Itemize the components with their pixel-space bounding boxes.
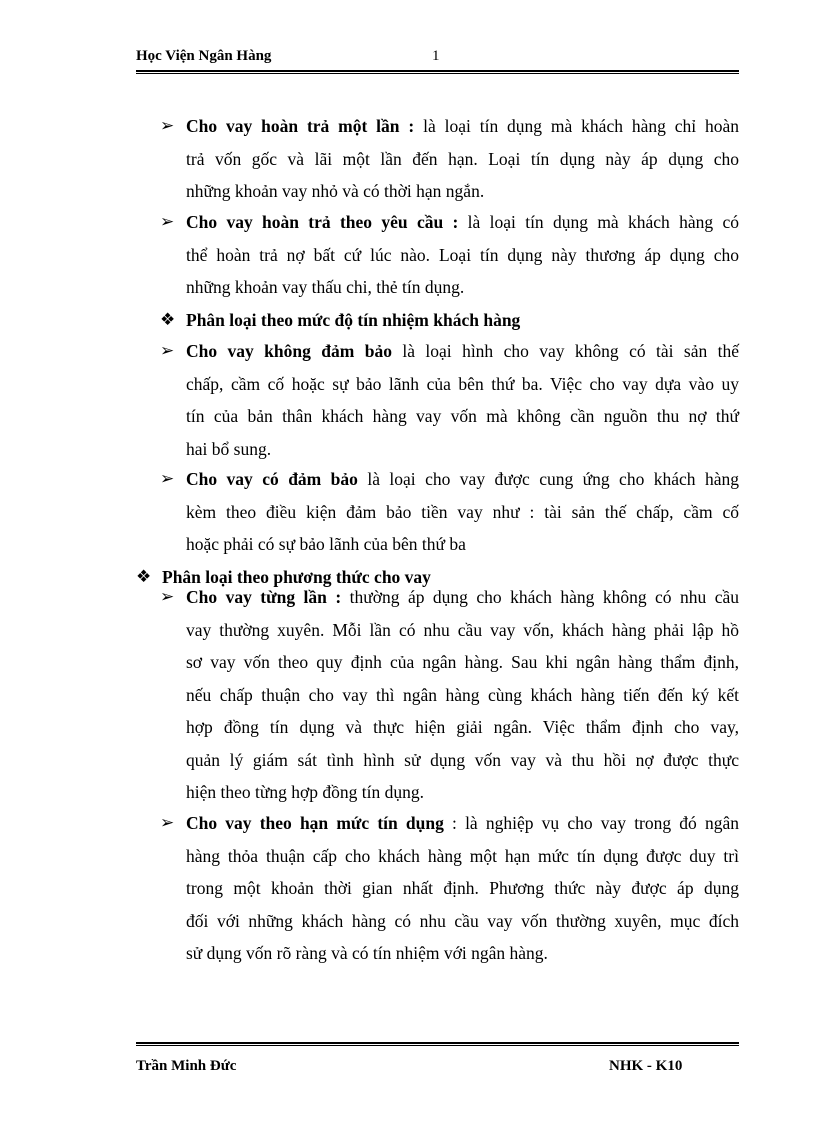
item-term: Cho vay có đảm bảo (186, 469, 358, 489)
footer-author: Trần Minh Đức (136, 1058, 237, 1074)
header-title: Học Viện Ngân Hàng (136, 48, 272, 64)
list-item: Cho vay từng lần : thường áp dụng cho khách hàng không có nhu cầu vay thường xuyên. Mỗi lần có nhu cầu vay vốn, khách hàng phải lập hồ sơ vay vốn theo quy định của ngân hàng. Sau khi ngân hàng thẩm định, nếu chấp thuận cho vay thì ngân hàng cùng khách hàng tiến đến ký kết hợp đồng tín dụng và thực hiện giải ngân. Việc thẩm định cho vay, quản lý giám sát tình hình sử dụng vốn vay và thu hồi nợ được thực hiện theo từng hợp đồng tín dụng. (186, 587, 739, 802)
section-heading: Phân loại theo phương thức cho vay (162, 567, 431, 587)
item-term: Cho vay từng lần : (186, 587, 342, 607)
item-term: Cho vay hoàn trả một lần : (186, 116, 415, 136)
page-number: 1 (432, 48, 440, 64)
page-footer (136, 1058, 739, 1078)
header-divider (136, 70, 739, 74)
item-term: Cho vay hoàn trả theo yêu cầu : (186, 212, 459, 232)
list-item: Cho vay không đảm bảo là loại hình cho vay không có tài sản thế chấp, cầm cố hoặc sự bảo lãnh của bên thứ ba. Việc cho vay dựa vào uy tín của bản thân khách hàng vay vốn mà không cần nguồn thu nợ thứ hai bổ sung. (186, 341, 739, 459)
footer-divider (136, 1042, 739, 1046)
arrow-bullet-icon: ➢ (160, 116, 175, 135)
arrow-bullet-icon: ➢ (160, 469, 175, 488)
arrow-bullet-icon: ➢ (160, 587, 175, 606)
diamond-bullet-icon: ❖ (160, 310, 176, 329)
page-header (136, 48, 739, 68)
item-term: Cho vay không đảm bảo (186, 341, 392, 361)
list-item: Cho vay hoàn trả một lần : là loại tín dụng mà khách hàng chỉ hoàn trả vốn gốc và lãi một lần đến hạn. Loại tín dụng này áp dụng cho những khoản vay nhỏ và có thời hạn ngắn. (186, 116, 739, 201)
item-term: Cho vay theo hạn mức tín dụng (186, 813, 444, 833)
diamond-bullet-icon: ❖ (136, 567, 152, 586)
arrow-bullet-icon: ➢ (160, 341, 175, 360)
list-item: Cho vay hoàn trả theo yêu cầu : là loại tín dụng mà khách hàng có thể hoàn trả nợ bất cứ lúc nào. Loại tín dụng này thương áp dụng cho những khoản vay thấu chi, thẻ tín dụng. (186, 212, 739, 297)
footer-code: NHK - K10 (609, 1058, 683, 1074)
section-heading: Phân loại theo mức độ tín nhiệm khách hàng (186, 310, 521, 330)
list-item: Cho vay theo hạn mức tín dụng : là nghiệp vụ cho vay trong đó ngân hàng thỏa thuận cấp cho khách hàng một hạn mức tín dụng được duy trì trong một khoản thời gian nhất định. Phương thức này được áp dụng đối với những khách hàng có nhu cầu vay vốn thường xuyên, mục đích sử dụng vốn rõ ràng và có tín nhiệm với ngân hàng. (186, 813, 739, 963)
arrow-bullet-icon: ➢ (160, 212, 175, 231)
list-item: Cho vay có đảm bảo là loại cho vay được cung ứng cho khách hàng kèm theo điều kiện đảm bảo tiền vay như : tài sản thế chấp, cầm cố hoặc phải có sự bảo lãnh của bên thứ ba (186, 469, 739, 554)
arrow-bullet-icon: ➢ (160, 813, 175, 832)
